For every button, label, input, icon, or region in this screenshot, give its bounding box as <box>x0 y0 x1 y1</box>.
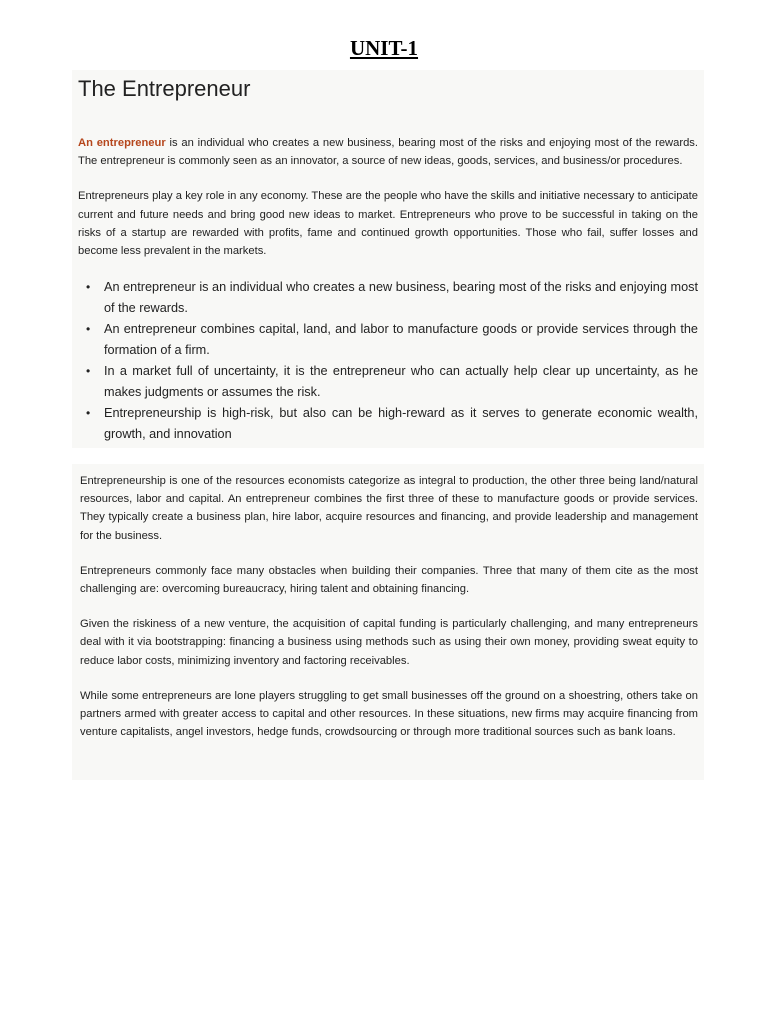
unit-title: UNIT-1 <box>349 36 419 60</box>
bullet-icon: • <box>86 322 91 337</box>
list-item <box>86 403 698 445</box>
role-paragraph: Entrepreneurs play a key role in any economy. These are the people who have the skills and initiative necessary to anticipate current and future needs and bring good new ideas to market. Entrepreneurs who prove to be successful in taking on the risks of a startup are rewarded with profits, fame and continued growth opportunities. Those who fail, suffer losses and become less prevalent in the markets. <box>78 190 698 258</box>
list-item-text: An entrepreneur is an individual who creates a new business, bearing most of the risks and enjoying most of the rewards. <box>104 280 698 316</box>
entrepreneur-section <box>72 70 704 448</box>
list-item-text: An entrepreneur combines capital, land, and labor to manufacture goods or provide services through the formation of a firm. <box>104 322 698 358</box>
details-section <box>72 464 704 780</box>
key-points-list <box>78 277 698 445</box>
details-paragraph: Entrepreneurs commonly face many obstacles when building their companies. Three that many of them cite as the most challenging are: overcoming bureaucracy, hiring talent and obtaining financing. <box>80 564 698 596</box>
list-item <box>86 319 698 361</box>
intro-text: is an individual who creates a new business, bearing most of the risks and enjoying most of the rewards. The entrepreneur is commonly seen as an innovator, a source of new ideas, goods, services, and business/or procedures. <box>78 137 698 168</box>
intro-paragraph <box>78 134 698 170</box>
bullet-icon: • <box>86 364 91 379</box>
list-item <box>86 361 698 403</box>
list-item <box>86 277 698 319</box>
bullet-icon: • <box>86 406 91 421</box>
details-paragraph: While some entrepreneurs are lone players struggling to get small businesses off the ground on a shoestring, others take on partners armed with greater access to capital and other resources. In these situations, new firms may acquire financing from venture capitalists, angel investors, hedge funds, crowdsourcing or through more traditional sources such as bank loans. <box>80 689 698 739</box>
list-item-text: In a market full of uncertainty, it is the entrepreneur who can actually help clear up uncertainty, as he makes judgments or assumes the risk. <box>104 364 698 400</box>
details-paragraph: Entrepreneurship is one of the resources economists categorize as integral to production, the other three being land/natural resources, labor and capital. An entrepreneur combines the first three of these to manufacture goods or provide services. They typically create a business plan, hire labor, acquire resources and financing, and provide leadership and management for the business. <box>80 475 698 542</box>
details-paragraph: Given the riskiness of a new venture, the acquisition of capital funding is particularly challenging, and many entrepreneurs deal with it via bootstrapping: financing a business using methods such as using their own money, providing sweat equity to reduce labor costs, minimizing inventory and factoring receivables. <box>80 618 698 667</box>
section-heading: The Entrepreneur <box>78 76 251 101</box>
list-item-text: Entrepreneurship is high-risk, but also can be high-reward as it serves to generate economic wealth, growth, and innovation <box>104 406 698 442</box>
bullet-icon: • <box>86 280 91 295</box>
intro-term: An entrepreneur <box>78 137 166 149</box>
